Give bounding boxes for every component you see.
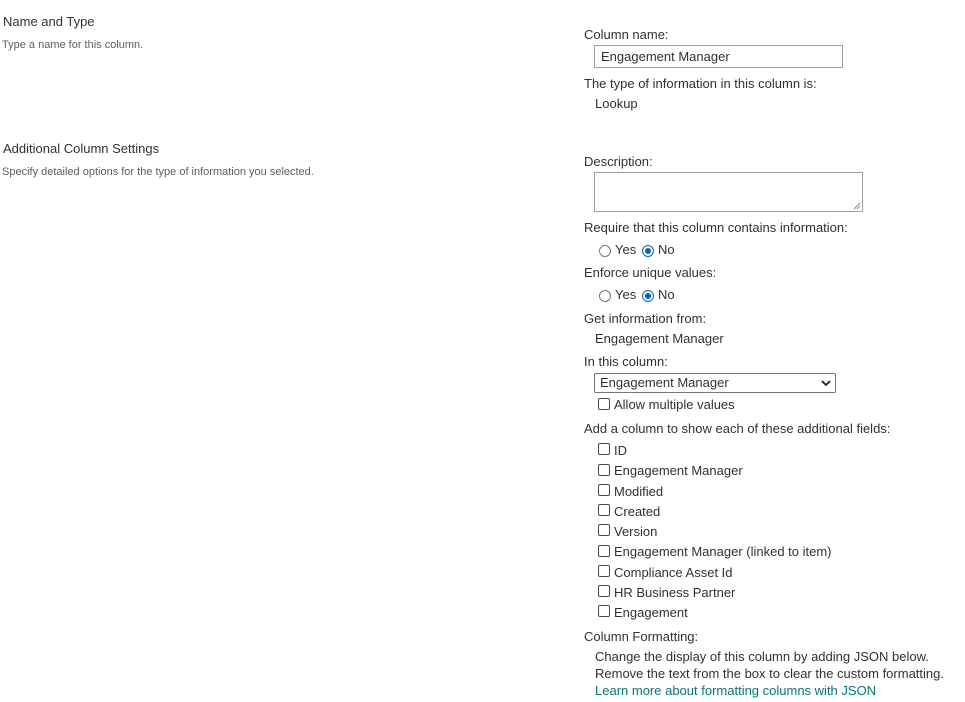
- additional-settings-title: Additional Column Settings: [3, 141, 160, 156]
- require-yes-radio[interactable]: [599, 245, 611, 257]
- unique-no-radio[interactable]: [642, 290, 654, 302]
- name-and-type-title: Name and Type: [3, 14, 95, 29]
- unique-label: Enforce unique values:: [584, 265, 717, 280]
- additional-settings-description: Specify detailed options for the type of information you selected.: [2, 166, 314, 178]
- field-checkbox-hr-business-partner[interactable]: [598, 585, 610, 597]
- formatting-help-line2: Remove the text from the box to clear the custom formatting.: [595, 666, 944, 681]
- column-formatting-label: Column Formatting:: [584, 629, 699, 644]
- in-column-select[interactable]: [594, 373, 836, 393]
- in-column-label: In this column:: [584, 354, 668, 369]
- field-checkbox-created[interactable]: [598, 504, 610, 516]
- allow-multiple-checkbox[interactable]: [598, 398, 610, 410]
- formatting-learn-more-link[interactable]: Learn more about formatting columns with JSON: [595, 683, 877, 698]
- field-checkbox-engagement-manager[interactable]: [598, 464, 610, 476]
- field-label-compliance-asset-id[interactable]: Compliance Asset Id: [614, 565, 733, 580]
- unique-no-label[interactable]: No: [658, 287, 675, 302]
- description-label: Description:: [584, 154, 653, 169]
- column-name-input[interactable]: [594, 45, 843, 68]
- field-checkbox-compliance-asset-id[interactable]: [598, 565, 610, 577]
- field-checkbox-id[interactable]: [598, 443, 610, 455]
- get-info-label: Get information from:: [584, 311, 707, 326]
- field-label-engagement-manager[interactable]: Engagement Manager: [614, 463, 743, 478]
- in-column-selected-value: Engagement Manager: [600, 375, 729, 390]
- type-info-label: The type of information in this column is:: [584, 76, 817, 91]
- allow-multiple-label[interactable]: Allow multiple values: [614, 397, 735, 412]
- field-label-id[interactable]: ID: [614, 443, 627, 458]
- formatting-help-line1: Change the display of this column by adding JSON below.: [595, 649, 929, 664]
- field-label-created[interactable]: Created: [614, 504, 661, 519]
- column-name-label: Column name:: [584, 27, 669, 42]
- field-label-modified[interactable]: Modified: [614, 484, 664, 499]
- field-checkbox-version[interactable]: [598, 524, 610, 536]
- additional-fields-label: Add a column to show each of these additional fields:: [584, 421, 891, 436]
- resize-grip-icon[interactable]: [853, 202, 861, 210]
- chevron-down-icon: [821, 378, 831, 388]
- require-no-label[interactable]: No: [658, 242, 675, 257]
- field-label-engagement[interactable]: Engagement: [614, 605, 688, 620]
- field-label-engagement-manager-linked[interactable]: Engagement Manager (linked to item): [614, 544, 832, 559]
- field-checkbox-engagement[interactable]: [598, 605, 610, 617]
- unique-yes-radio[interactable]: [599, 290, 611, 302]
- type-info-value: Lookup: [595, 96, 638, 111]
- require-label: Require that this column contains information:: [584, 220, 848, 235]
- name-and-type-description: Type a name for this column.: [2, 39, 144, 51]
- description-textarea[interactable]: [594, 172, 863, 212]
- field-checkbox-engagement-manager-linked[interactable]: [598, 545, 610, 557]
- get-info-value: Engagement Manager: [595, 331, 724, 346]
- require-no-radio[interactable]: [642, 245, 654, 257]
- field-label-hr-business-partner[interactable]: HR Business Partner: [614, 585, 736, 600]
- require-yes-label[interactable]: Yes: [615, 242, 637, 257]
- field-label-version[interactable]: Version: [614, 524, 658, 539]
- field-checkbox-modified[interactable]: [598, 484, 610, 496]
- unique-yes-label[interactable]: Yes: [615, 287, 637, 302]
